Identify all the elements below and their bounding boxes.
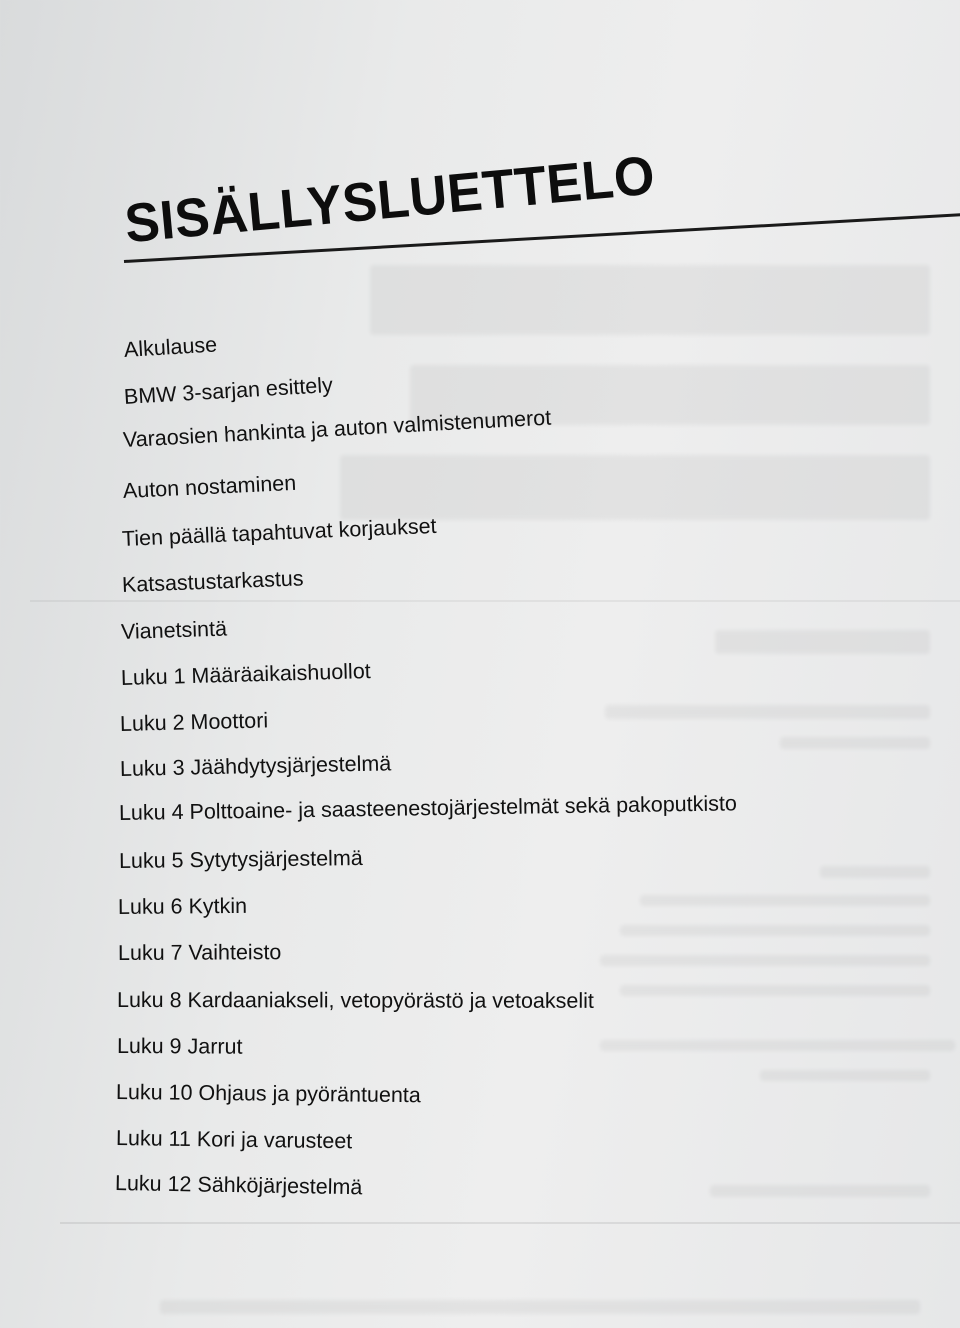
toc-entry: Alkulause bbox=[123, 332, 218, 362]
toc-entry: Luku 7 Vaihteisto bbox=[117, 940, 282, 965]
toc-entry: Vianetsintä bbox=[120, 616, 228, 644]
toc-entry: Luku 5 Sytytysjärjestelmä bbox=[118, 846, 363, 873]
toc-entry: Katsastustarkastus bbox=[121, 566, 304, 597]
toc-entry: Luku 8 Kardaaniakseli, vetopyörästö ja vetoakselit bbox=[116, 988, 594, 1013]
toc-entry: Luku 4 Polttoaine- ja saasteenestojärjestelmät sekä pakoputkisto bbox=[118, 791, 738, 825]
toc-entry: Luku 9 Jarrut bbox=[116, 1034, 243, 1059]
page-title: SISÄLLYSLUETTELO bbox=[122, 145, 658, 255]
toc-entry: BMW 3-sarjan esittely bbox=[123, 372, 334, 409]
toc-entry: Luku 10 Ohjaus ja pyöräntuenta bbox=[115, 1080, 421, 1108]
toc-entry: Luku 11 Kori ja varusteet bbox=[115, 1126, 353, 1154]
toc-entry: Luku 1 Määräaikaishuollot bbox=[120, 659, 372, 690]
toc-entry: Tien päällä tapahtuvat korjaukset bbox=[121, 513, 437, 551]
toc-entry: Auton nostaminen bbox=[122, 470, 297, 503]
toc-entry: Luku 12 Sähköjärjestelmä bbox=[114, 1171, 363, 1200]
toc-entry: Luku 3 Jäähdytysjärjestelmä bbox=[119, 751, 392, 781]
toc-entry: Varaosien hankinta ja auton valmistenumerot bbox=[122, 405, 552, 452]
toc-entry: Luku 6 Kytkin bbox=[117, 893, 248, 919]
toc-entry: Luku 2 Moottori bbox=[119, 708, 269, 736]
